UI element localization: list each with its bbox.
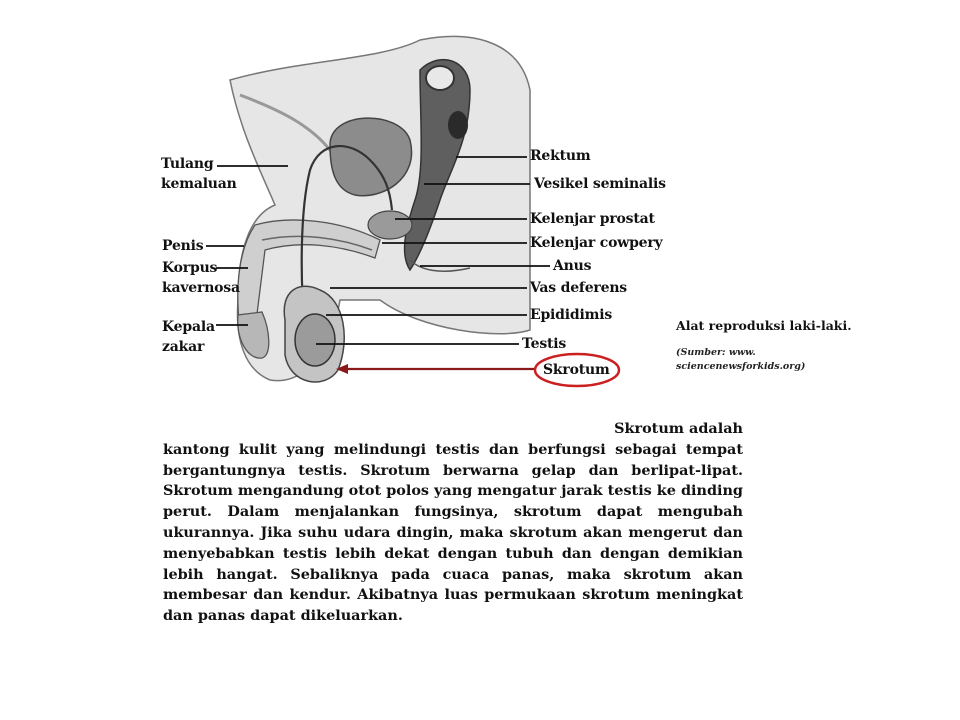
- rectum-opening-upper: [426, 66, 454, 90]
- label-skrotum: Skrotum: [543, 362, 610, 378]
- paragraph-lead: Skrotum adalah: [614, 420, 743, 437]
- label-rektum: Rektum: [530, 148, 591, 164]
- label-korpus-line2: kavernosa: [162, 280, 240, 296]
- label-anus: Anus: [553, 258, 592, 274]
- prostate-shape: [368, 211, 412, 239]
- label-tulang-line1: Tulang: [161, 156, 214, 172]
- figure-caption: Alat reproduksi laki-laki.: [676, 318, 852, 333]
- label-penis: [162, 236, 203, 256]
- label-tulang-kemaluan: [161, 154, 237, 194]
- glans-shape: [238, 312, 269, 358]
- label-korpus-line1: Korpus: [162, 260, 218, 276]
- rectum-opening-lower: [448, 111, 468, 139]
- paragraph-body: kantong kulit yang melindungi testis dan berfungsi sebagai tempat bergantungnya testis. Skrotum berwarna gelap dan berlipat-lipat. Skrotum mengandung otot polos yang mengatur jarak testis ke dinding perut. Dalam menjalankan fungsinya, skrotum dapat mengubah ukurannya. Jika suhu udara dingin, maka skrotum akan mengerut dan menyebabkan testis lebih dekat dengan tubuh dan dengan demikian lebih hangat. Sebaliknya pada cuaca panas, maka skrotum akan membesar dan kendur. Akibatnya luas permukaan skrotum meningkat dan panas dapat dikeluarkan.: [163, 440, 743, 625]
- label-kelenjar-prostat: Kelenjar prostat: [530, 211, 655, 227]
- figure-source: [676, 346, 805, 374]
- label-epididimis: Epididimis: [530, 307, 613, 323]
- source-line-1: (Sumber: www.: [676, 347, 756, 358]
- skrotum-description-paragraph: [163, 419, 743, 627]
- testis-shape: [295, 314, 335, 366]
- label-kepala-zakar: [162, 317, 215, 357]
- label-kepala-line1: Kepala: [162, 319, 215, 335]
- label-vesikel-seminalis: Vesikel seminalis: [534, 176, 666, 192]
- label-tulang-line2: kemaluan: [161, 176, 237, 192]
- label-testis: Testis: [522, 336, 567, 352]
- source-line-2: sciencenewsforkids.org): [676, 361, 806, 372]
- label-korpus-kavernosa: [162, 258, 240, 298]
- body-outline: [230, 37, 530, 381]
- label-penis-line1: Penis: [162, 238, 204, 254]
- label-vas-deferens: Vas deferens: [530, 280, 627, 296]
- label-kepala-line2: zakar: [162, 339, 205, 355]
- label-kelenjar-cowpery: Kelenjar cowpery: [530, 235, 663, 251]
